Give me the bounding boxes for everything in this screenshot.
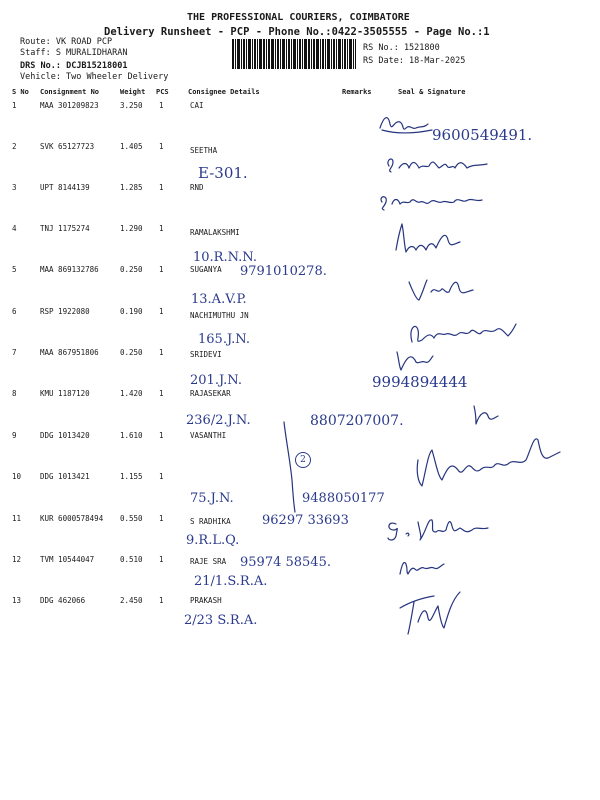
signature [390, 220, 470, 260]
rs-date: RS Date: 18-Mar-2025 [363, 56, 466, 66]
row-consignee: RAJASEKAR [190, 389, 231, 398]
row-consignment: RSP 1922080 [40, 307, 90, 316]
drs-label: DRS No.: [20, 61, 61, 71]
row-sno: 3 [12, 183, 17, 192]
col-consignee: Consignee Details [188, 88, 260, 96]
row-sno: 7 [12, 348, 17, 357]
col-seal: Seal & Signature [398, 88, 466, 96]
row-sno: 8 [12, 389, 17, 398]
drs-number [20, 61, 128, 71]
row-weight: 0.250 [120, 265, 143, 274]
route-label: Route: VK ROAD PCP [20, 37, 113, 47]
signature [393, 348, 435, 374]
handwritten-phone: 9994894444 [372, 373, 468, 391]
row-pcs: 1 [159, 224, 164, 233]
handwritten-address: 75.J.N. [190, 491, 234, 506]
table-header [12, 88, 596, 99]
signature [412, 430, 562, 490]
col-sno: S No [12, 88, 29, 96]
signature [383, 150, 495, 178]
row-consignment: KMU 1187120 [40, 389, 90, 398]
row-sno: 4 [12, 224, 17, 233]
runsheet-title: Delivery Runsheet - PCP - Phone No.:0422-3505555 - Page No.:1 [104, 26, 490, 38]
row-weight: 0.190 [120, 307, 143, 316]
row-consignee: VASANTHI [190, 431, 227, 440]
row-consignment: DDG 1013420 [40, 431, 90, 440]
row-consignment: MAA 301209823 [40, 101, 99, 110]
row-pcs: 1 [159, 142, 164, 151]
rs-number: RS No.: 1521800 [363, 43, 440, 53]
handwritten-phone: 96297 33693 [262, 513, 349, 528]
signature [394, 588, 464, 638]
handwritten-phone: 8807207007. [310, 413, 404, 429]
handwritten-address: 10.R.N.N. [193, 250, 257, 265]
handwritten-mark-label: 2 [300, 455, 306, 465]
row-weight: 2.450 [120, 596, 143, 605]
row-consignee: SRIDEVI [190, 350, 222, 359]
barcode [232, 39, 356, 69]
row-weight: 1.155 [120, 472, 143, 481]
row-consignee: S RADHIKA [190, 517, 231, 526]
row-weight: 0.510 [120, 555, 143, 564]
handwritten-address: E-301. [198, 164, 248, 182]
row-weight: 1.420 [120, 389, 143, 398]
signature [378, 188, 488, 216]
signature [405, 272, 480, 306]
drs-value: DCJB15218001 [66, 61, 128, 71]
row-consignee: PRAKASH [190, 596, 222, 605]
row-consignee: RAJE SRA [190, 557, 227, 566]
row-pcs: 1 [159, 555, 164, 564]
row-consignment: TNJ 1175274 [40, 224, 90, 233]
row-consignee: CAI [190, 101, 204, 110]
row-weight: 0.250 [120, 348, 143, 357]
row-pcs: 1 [159, 431, 164, 440]
row-pcs: 1 [159, 389, 164, 398]
row-sno: 6 [12, 307, 17, 316]
handwritten-address: 201.J.N. [190, 373, 242, 388]
row-consignment: UPT 8144139 [40, 183, 90, 192]
row-pcs: 1 [159, 472, 164, 481]
signature [404, 318, 519, 348]
row-pcs: 1 [159, 265, 164, 274]
col-consignment: Consignment No [40, 88, 100, 96]
row-consignment: SVK 65127723 [40, 142, 95, 151]
row-consignee: RND [190, 183, 204, 192]
col-remarks: Remarks [342, 88, 372, 96]
staff-label: Staff: S MURALIDHARAN [20, 48, 128, 58]
handwritten-phone: 95974 58545. [240, 555, 331, 570]
row-sno: 13 [12, 596, 22, 605]
row-consignment: TVM 10544047 [40, 555, 95, 564]
row-consignee: RAMALAKSHMI [190, 228, 240, 237]
row-pcs: 1 [159, 183, 164, 192]
handwritten-address: 2/23 S.R.A. [184, 613, 258, 628]
bracket-line [280, 420, 310, 515]
row-pcs: 1 [159, 307, 164, 316]
handwritten-address: 165.J.N. [198, 332, 250, 347]
row-weight: 1.610 [120, 431, 143, 440]
signature [382, 512, 492, 544]
row-weight: 3.250 [120, 101, 143, 110]
row-pcs: 1 [159, 101, 164, 110]
handwritten-address: 236/2.J.N. [186, 413, 251, 428]
signature [396, 556, 446, 578]
row-consignment: DDG 462066 [40, 596, 86, 605]
row-consignee: SUGANYA [190, 265, 222, 274]
company-title: THE PROFESSIONAL COURIERS, COIMBATORE [187, 12, 410, 23]
handwritten-address: 21/1.S.R.A. [194, 574, 268, 589]
row-consignment: MAA 867951806 [40, 348, 99, 357]
handwritten-phone: 9791010278. [240, 264, 327, 279]
signature [376, 110, 436, 140]
row-consignment: DDG 1013421 [40, 472, 90, 481]
row-sno: 5 [12, 265, 17, 274]
row-consignment: KUR 6000578494 [40, 514, 104, 523]
row-consignment: MAA 869132786 [40, 265, 99, 274]
handwritten-phone: 9600549491. [432, 126, 533, 144]
row-pcs: 1 [159, 514, 164, 523]
row-sno: 10 [12, 472, 22, 481]
row-weight: 1.290 [120, 224, 143, 233]
row-pcs: 1 [159, 348, 164, 357]
row-weight: 1.405 [120, 142, 143, 151]
col-pcs: PCS [156, 88, 169, 96]
row-sno: 11 [12, 514, 22, 523]
handwritten-address: 9.R.L.Q. [186, 533, 240, 548]
row-weight: 0.550 [120, 514, 143, 523]
row-consignee: NACHIMUTHU JN [190, 311, 249, 320]
row-consignee: SEETHA [190, 146, 218, 155]
row-sno: 9 [12, 431, 17, 440]
row-sno: 2 [12, 142, 17, 151]
handwritten-phone: 9488050177 [302, 491, 385, 506]
col-weight: Weight [120, 88, 146, 96]
row-pcs: 1 [159, 596, 164, 605]
row-sno: 1 [12, 101, 17, 110]
row-weight: 1.285 [120, 183, 143, 192]
handwritten-address: 13.A.V.P. [191, 292, 247, 307]
row-sno: 12 [12, 555, 22, 564]
signature [470, 402, 500, 428]
vehicle-label: Vehicle: Two Wheeler Delivery [20, 72, 169, 82]
